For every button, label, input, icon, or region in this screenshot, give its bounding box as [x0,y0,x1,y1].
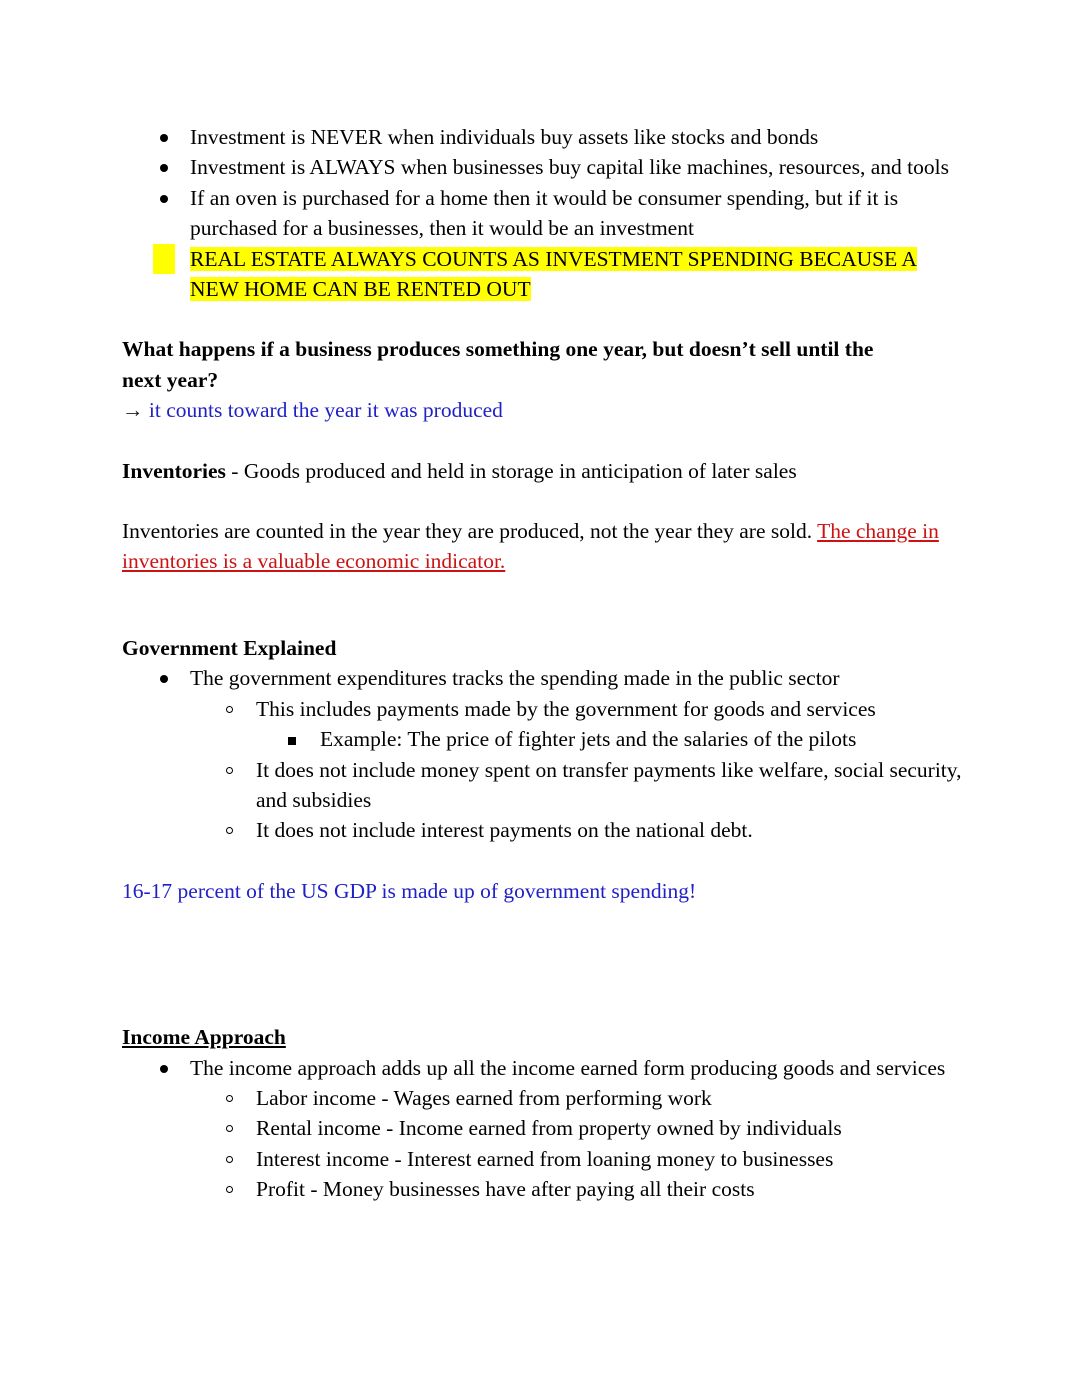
list-item [122,755,962,816]
government-gdp-note: 16-17 percent of the US GDP is made up of government spending! [122,878,697,903]
list-item [122,122,962,152]
inventories-definition [122,456,962,486]
spacer [122,906,962,992]
government-sub-list-a [122,694,962,724]
bullet-disc-icon [160,164,168,172]
inventories-paragraph-emphasis: The change in inventories is a valuable economic indicator. [122,519,939,574]
bullet-circle-icon [226,767,233,774]
list-item-label: This includes payments made by the government for goods and services [256,696,876,721]
bullet-disc-icon [160,195,168,203]
inventories-separator: - [225,458,244,483]
government-bullet-list [122,663,962,693]
list-item-label: REAL ESTATE ALWAYS COUNTS AS INVESTMENT SPENDING BECAUSE A NEW HOME CAN BE RENTED OUT [190,246,917,302]
bullet-circle-icon [226,706,233,713]
list-item-highlighted [122,244,962,305]
list-item-label: If an oven is purchased for a home then it would be consumer spending, but if it is purchased for a businesses, then it would be an investment [190,185,899,241]
list-item [122,724,962,754]
spacer [122,846,962,876]
inventories-paragraph [122,516,962,577]
bullet-square-icon [288,737,296,745]
inventories-definition-label: Goods produced and held in storage in anticipation of later sales [243,458,797,483]
arrow-icon: → [122,398,144,423]
list-item [122,1083,962,1113]
spacer [122,426,962,456]
question-heading-line1: What happens if a business produces something one year, but doesn’t sell until the [122,337,874,362]
spacer [122,577,962,633]
bullet-circle-icon [226,1186,233,1193]
list-item-label: Profit - Money businesses have after paying all their costs [256,1177,755,1202]
income-section-heading: Income Approach [122,1025,286,1050]
list-item [122,183,962,244]
list-item-label: Labor income - Wages earned from performing work [256,1085,712,1110]
list-item [122,663,962,693]
list-item-label: Interest income - Interest earned from loaning money to businesses [256,1146,834,1171]
bullet-disc-icon [160,1065,168,1073]
list-item [122,1113,962,1143]
list-item-label: The government expenditures tracks the spending made in the public sector [190,666,840,691]
bullet-circle-icon [226,1125,233,1132]
investment-bullet-list [122,122,962,304]
question-answer-row [122,395,962,425]
spacer [122,992,962,1022]
list-item [122,1144,962,1174]
list-item [122,1053,962,1083]
list-item-label: Investment is ALWAYS when businesses buy capital like machines, resources, and tools [190,155,949,180]
document-content [122,122,962,1205]
government-sub-list-b [122,755,962,846]
inventories-paragraph-plain: Inventories are counted in the year they are produced, not the year they are sold. [122,519,818,544]
spacer [122,486,962,516]
list-item-label: It does not include interest payments on the national debt. [256,818,753,843]
list-item-label: Example: The price of fighter jets and the salaries of the pilots [320,727,857,752]
list-item-label: Rental income - Income earned from property owned by individuals [256,1116,842,1141]
bullet-circle-icon [226,827,233,834]
bullet-circle-icon [226,1095,233,1102]
question-heading-line2: next year? [122,367,219,392]
list-item-label: The income approach adds up all the income earned form producing goods and services [190,1055,946,1080]
list-item [122,694,962,724]
inventories-term: Inventories [122,458,226,483]
government-section-heading: Government Explained [122,635,337,660]
question-answer-label: it counts toward the year it was produced [148,398,503,423]
list-item [122,1174,962,1204]
government-sub-sub-list [122,724,962,754]
bullet-disc-icon [160,675,168,683]
highlight-band-bullet [153,244,175,274]
bullet-disc-icon [160,134,168,142]
bullet-circle-icon [226,1156,233,1163]
list-item [122,815,962,845]
income-bullet-list [122,1053,962,1083]
list-item-label: It does not include money spent on transfer payments like welfare, social security, and subsidies [256,757,962,812]
list-item-label: Investment is NEVER when individuals buy assets like stocks and bonds [190,125,819,149]
spacer [122,304,962,334]
income-sub-list [122,1083,962,1205]
list-item [122,152,962,182]
